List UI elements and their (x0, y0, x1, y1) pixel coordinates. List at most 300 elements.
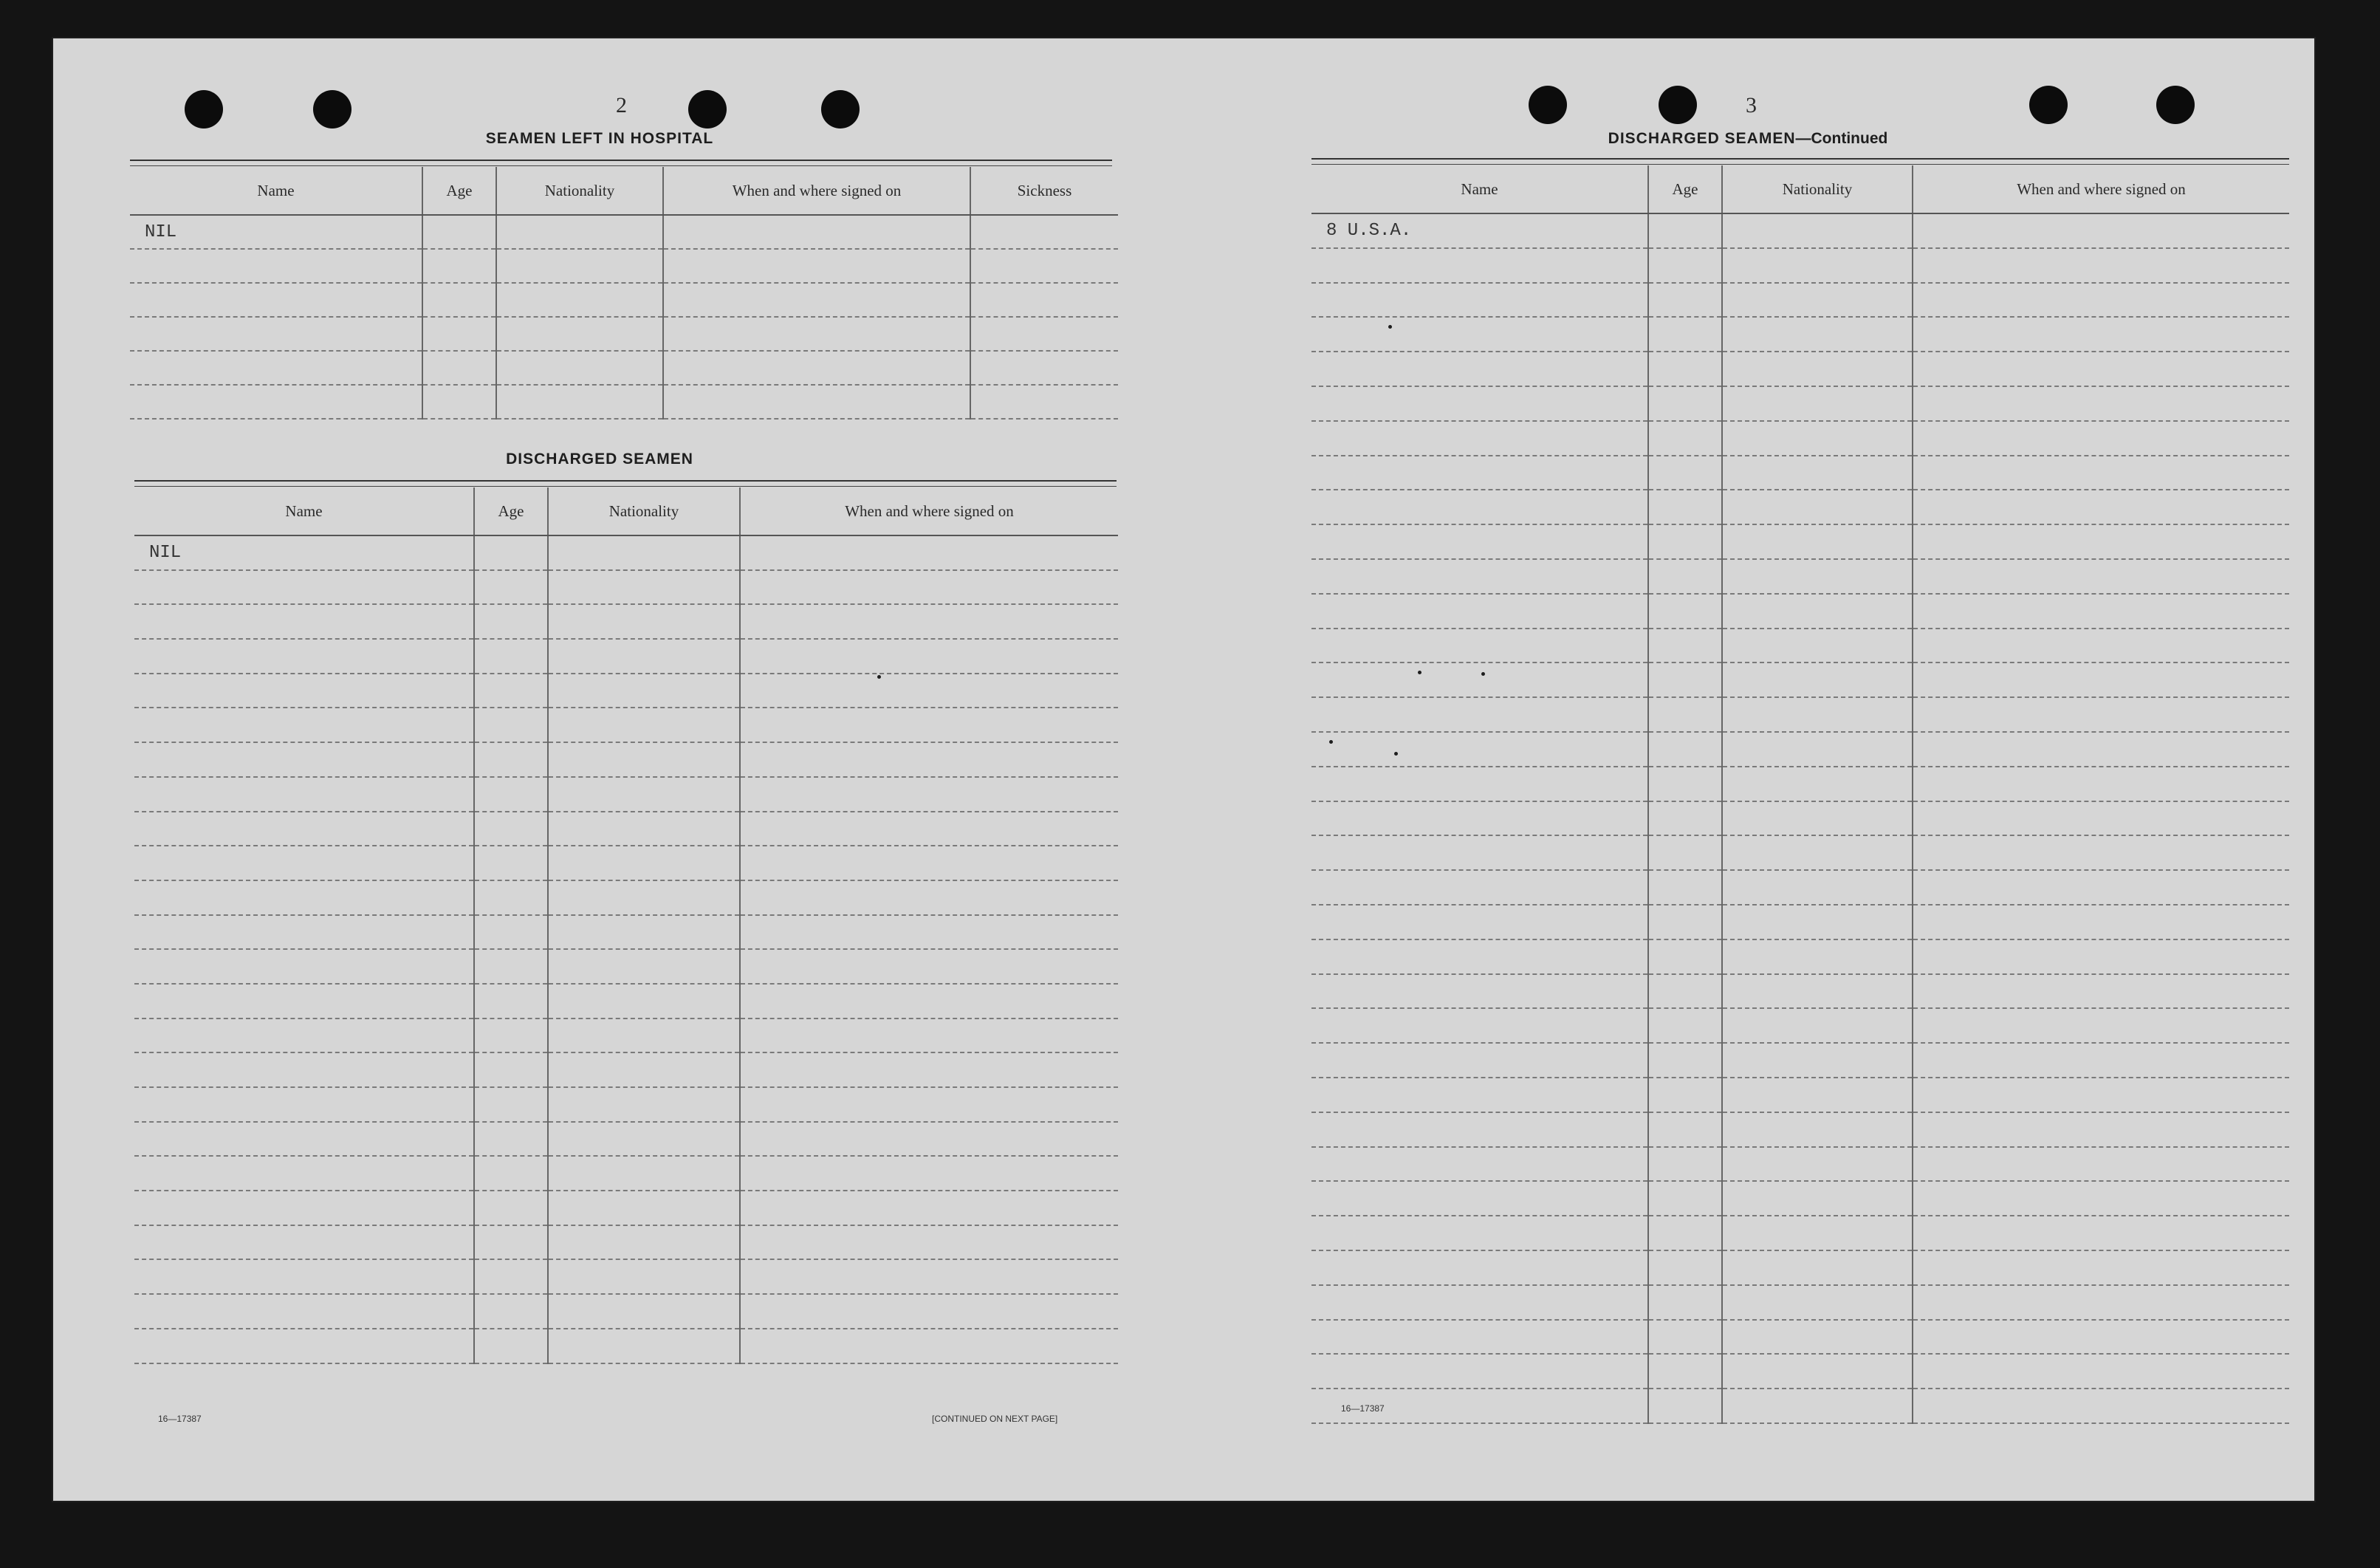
table-row (1311, 1285, 2289, 1320)
table-cell (970, 317, 1118, 351)
column-header-signed-on: When and where signed on (740, 487, 1118, 535)
table-cell (1311, 524, 1648, 559)
table-cell (740, 1156, 1118, 1191)
table-cell (1722, 732, 1913, 767)
table-cell (1648, 213, 1722, 248)
table-cell (1722, 1389, 1913, 1423)
table-cell (548, 984, 740, 1018)
column-header-name: Name (130, 167, 422, 215)
table-cell (740, 880, 1118, 915)
table-cell (1722, 697, 1913, 732)
table-cell (1648, 1008, 1722, 1043)
table-cell (548, 1191, 740, 1225)
table-cell (1913, 317, 2289, 352)
table-cell (134, 570, 474, 605)
table-cell (134, 742, 474, 777)
table-cell (1311, 421, 1648, 456)
table-cell (970, 351, 1118, 385)
table-cell (1913, 663, 2289, 697)
table-cell (474, 777, 548, 812)
table-cell (1722, 317, 1913, 352)
table-row (1311, 421, 2289, 456)
table-cell (1648, 801, 1722, 836)
table-cell (474, 1191, 548, 1225)
table-cell (1913, 490, 2289, 524)
table-cell (496, 351, 663, 385)
table-row (134, 915, 1118, 950)
table-cell (1311, 386, 1648, 421)
table-cell (1913, 283, 2289, 318)
table-cell (1913, 1008, 2289, 1043)
table-cell (663, 249, 970, 283)
table-cell (1913, 352, 2289, 386)
discharged-continued-table (1311, 165, 2289, 1424)
table-cell (1913, 1216, 2289, 1250)
table-cell (1913, 1354, 2289, 1389)
table-cell (970, 283, 1118, 317)
table-cell (1722, 248, 1913, 283)
table-row (1311, 905, 2289, 939)
table-cell (740, 1225, 1118, 1260)
table-row (134, 777, 1118, 812)
table-cell (130, 283, 422, 317)
table-cell (130, 385, 422, 419)
table-cell (740, 984, 1118, 1018)
table-row (134, 570, 1118, 605)
table-row (1311, 213, 2289, 248)
page-number: 2 (616, 93, 627, 117)
table-row (134, 1156, 1118, 1191)
table-header-row (1311, 165, 2289, 213)
table-cell (134, 1294, 474, 1329)
table-cell (663, 283, 970, 317)
table-cell (740, 1018, 1118, 1053)
column-header-name: Name (134, 487, 474, 535)
table-cell (134, 1018, 474, 1053)
table-cell (1648, 386, 1722, 421)
table-cell (474, 1225, 548, 1260)
table-row (134, 1225, 1118, 1260)
table-cell (496, 385, 663, 419)
table-cell (1648, 1112, 1722, 1147)
table-row (1311, 559, 2289, 594)
table-cell (474, 880, 548, 915)
table-cell (474, 1052, 548, 1087)
table-cell (474, 1018, 548, 1053)
table-cell (1648, 594, 1722, 629)
table-cell (1913, 1285, 2289, 1320)
table-row (1311, 524, 2289, 559)
table-cell (1311, 317, 1648, 352)
title-rule (130, 165, 1112, 166)
title-rule (134, 480, 1117, 482)
column-header-age: Age (422, 167, 496, 215)
table-cell (1311, 1078, 1648, 1112)
table-row (1311, 352, 2289, 386)
table-row (1311, 1078, 2289, 1112)
table-cell (1311, 939, 1648, 974)
table-cell (474, 535, 548, 570)
table-cell (548, 742, 740, 777)
table-cell (1311, 352, 1648, 386)
section-title-discharged-continued (1205, 130, 2291, 148)
table-cell (1722, 1008, 1913, 1043)
table-cell (740, 639, 1118, 674)
table-cell (740, 949, 1118, 984)
table-cell (1311, 905, 1648, 939)
table-cell (1311, 1320, 1648, 1355)
table-cell (1913, 697, 2289, 732)
table-cell (422, 249, 496, 283)
table-row (1311, 663, 2289, 697)
table-cell (548, 1259, 740, 1294)
table-row (1311, 767, 2289, 801)
table-cell (1913, 1320, 2289, 1355)
title-rule (1311, 164, 2289, 165)
table-cell (740, 812, 1118, 846)
table-cell (474, 1122, 548, 1157)
table-cell (1722, 1078, 1913, 1112)
table-row (1311, 594, 2289, 629)
table-cell (1648, 283, 1722, 318)
table-header-row (130, 167, 1118, 215)
table-cell (1722, 1216, 1913, 1250)
table-cell (663, 317, 970, 351)
table-cell (548, 1294, 740, 1329)
table-cell (1913, 1250, 2289, 1285)
table-row (134, 674, 1118, 708)
table-cell (740, 1122, 1118, 1157)
table-cell (1648, 939, 1722, 974)
table-cell (474, 1156, 548, 1191)
table-cell (1311, 594, 1648, 629)
table-cell (1913, 870, 2289, 905)
table-row (1311, 1216, 2289, 1250)
table-row (134, 1191, 1118, 1225)
table-cell (134, 777, 474, 812)
section-title-hospital: SEAMEN LEFT IN HOSPITAL (485, 130, 714, 147)
table-cell (1648, 456, 1722, 490)
table-cell (1311, 283, 1648, 318)
table-cell (548, 674, 740, 708)
table-cell (1913, 905, 2289, 939)
table-cell (548, 708, 740, 742)
table-cell (1722, 456, 1913, 490)
table-cell (1648, 1216, 1722, 1250)
table-cell (1722, 663, 1913, 697)
table-row (134, 535, 1118, 570)
table-header-row (134, 487, 1118, 535)
table-cell (1913, 421, 2289, 456)
table-cell (1722, 629, 1913, 663)
table-cell (474, 708, 548, 742)
table-cell (548, 846, 740, 880)
table-cell (422, 317, 496, 351)
table-row (1311, 629, 2289, 663)
table-cell (1913, 1389, 2289, 1423)
table-cell (1311, 1147, 1648, 1182)
document-sheet (53, 38, 2314, 1501)
table-cell (1722, 352, 1913, 386)
title-rule (1311, 158, 2289, 160)
table-cell (740, 1329, 1118, 1363)
table-cell (1311, 1008, 1648, 1043)
table-cell (496, 317, 663, 351)
table-cell (1913, 974, 2289, 1009)
table-cell (740, 1052, 1118, 1087)
table-row (134, 1329, 1118, 1363)
table-cell (1648, 629, 1722, 663)
table-cell (1648, 559, 1722, 594)
table-cell (970, 385, 1118, 419)
table-cell (1722, 524, 1913, 559)
table-cell (474, 1294, 548, 1329)
table-cell (1722, 1112, 1913, 1147)
table-cell (1722, 870, 1913, 905)
table-row (1311, 1043, 2289, 1078)
table-cell (1722, 386, 1913, 421)
table-cell (1913, 559, 2289, 594)
table-cell (134, 846, 474, 880)
table-cell (1311, 1112, 1648, 1147)
table-cell (474, 949, 548, 984)
table-row (134, 1087, 1118, 1122)
table-cell (1648, 1285, 1722, 1320)
column-header-sickness: Sickness (970, 167, 1118, 215)
table-cell (1311, 248, 1648, 283)
table-row (1311, 1181, 2289, 1216)
table-row (1311, 1008, 2289, 1043)
table-cell (1648, 1250, 1722, 1285)
table-cell (740, 570, 1118, 605)
table-row (134, 1294, 1118, 1329)
table-cell (1648, 697, 1722, 732)
column-header-nationality: Nationality (496, 167, 663, 215)
table-row (134, 846, 1118, 880)
table-cell (1722, 767, 1913, 801)
table-cell (548, 639, 740, 674)
table-cell (1311, 1285, 1648, 1320)
table-row (134, 949, 1118, 984)
table-cell (1913, 1112, 2289, 1147)
discharged-table-body (134, 535, 1118, 1363)
section-title-discharged: DISCHARGED SEAMEN (506, 451, 693, 468)
table-cell (1722, 490, 1913, 524)
table-cell (548, 812, 740, 846)
table-cell (130, 317, 422, 351)
table-cell (474, 674, 548, 708)
table-cell (1913, 1181, 2289, 1216)
table-row (134, 812, 1118, 846)
table-cell (1648, 663, 1722, 697)
table-cell (474, 604, 548, 639)
table-cell (134, 949, 474, 984)
table-cell (134, 674, 474, 708)
table-cell (474, 984, 548, 1018)
table-cell (740, 1259, 1118, 1294)
table-cell (1913, 213, 2289, 248)
table-cell (1648, 1043, 1722, 1078)
table-cell (1648, 352, 1722, 386)
table-cell (1913, 1043, 2289, 1078)
table-cell (134, 1191, 474, 1225)
table-cell (134, 1225, 474, 1260)
table-cell (548, 1018, 740, 1053)
table-cell (1648, 1389, 1722, 1423)
table-row (1311, 1320, 2289, 1355)
table-cell (663, 385, 970, 419)
section-title-text: DISCHARGED SEAMEN (1608, 130, 1796, 147)
table-cell (1311, 1181, 1648, 1216)
table-cell (1311, 456, 1648, 490)
table-cell (1913, 248, 2289, 283)
table-cell (496, 283, 663, 317)
table-cell (134, 639, 474, 674)
table-cell (474, 570, 548, 605)
table-row (134, 639, 1118, 674)
column-header-signed-on: When and where signed on (1913, 165, 2289, 213)
table-row (134, 1122, 1118, 1157)
table-cell (1722, 213, 1913, 248)
table-row (134, 742, 1118, 777)
table-row (1311, 835, 2289, 870)
table-cell (134, 915, 474, 950)
table-cell (1722, 939, 1913, 974)
table-cell (1913, 1078, 2289, 1112)
table-cell (1311, 835, 1648, 870)
table-cell (1722, 835, 1913, 870)
table-cell (1648, 317, 1722, 352)
table-row (1311, 248, 2289, 283)
table-cell (740, 604, 1118, 639)
table-cell (1722, 1043, 1913, 1078)
column-header-name: Name (1311, 165, 1648, 213)
table-row (1311, 697, 2289, 732)
column-header-nationality: Nationality (548, 487, 740, 535)
table-cell (1722, 1250, 1913, 1285)
table-cell (134, 1329, 474, 1363)
table-cell (496, 249, 663, 283)
continued-note: [CONTINUED ON NEXT PAGE] (932, 1414, 1058, 1424)
table-cell (1648, 1078, 1722, 1112)
table-cell (134, 812, 474, 846)
table-row (1311, 1112, 2289, 1147)
table-row (1311, 317, 2289, 352)
table-cell (1722, 594, 1913, 629)
table-cell: NIL (130, 215, 422, 249)
table-row (1311, 1389, 2289, 1423)
table-row (1311, 283, 2289, 318)
table-cell (970, 215, 1118, 249)
table-cell (548, 777, 740, 812)
table-cell (1722, 1147, 1913, 1182)
table-cell (1913, 767, 2289, 801)
table-cell (1648, 1354, 1722, 1389)
table-cell (1913, 456, 2289, 490)
table-cell (474, 846, 548, 880)
table-cell (1722, 421, 1913, 456)
table-cell (1311, 490, 1648, 524)
table-row (1311, 456, 2289, 490)
title-rule (134, 486, 1117, 487)
table-cell (1722, 905, 1913, 939)
table-cell (474, 915, 548, 950)
table-cell (548, 915, 740, 950)
table-cell (1648, 490, 1722, 524)
right-page (1205, 38, 2314, 1501)
table-row (134, 1259, 1118, 1294)
table-cell (548, 604, 740, 639)
table-cell (1311, 1250, 1648, 1285)
table-cell (1722, 1354, 1913, 1389)
table-cell: 8 U.S.A. (1311, 213, 1648, 248)
table-cell (474, 1329, 548, 1363)
table-cell (1648, 1320, 1722, 1355)
table-cell (548, 535, 740, 570)
table-cell (740, 1191, 1118, 1225)
table-cell (1648, 248, 1722, 283)
table-row (134, 604, 1118, 639)
table-cell (740, 1087, 1118, 1122)
table-cell (1648, 870, 1722, 905)
table-cell (1913, 594, 2289, 629)
table-cell (134, 1259, 474, 1294)
table-cell (740, 1294, 1118, 1329)
column-header-age: Age (1648, 165, 1722, 213)
table-cell (1311, 767, 1648, 801)
table-cell (422, 283, 496, 317)
table-cell (1311, 1354, 1648, 1389)
table-row (130, 317, 1118, 351)
table-cell (134, 1087, 474, 1122)
table-row (130, 249, 1118, 283)
table-cell (1648, 835, 1722, 870)
discharged-table (134, 487, 1118, 1364)
table-cell (422, 385, 496, 419)
table-cell (1648, 905, 1722, 939)
table-row (130, 283, 1118, 317)
table-cell (1311, 974, 1648, 1009)
table-cell (1648, 767, 1722, 801)
table-cell (474, 812, 548, 846)
table-cell (1722, 974, 1913, 1009)
table-row (134, 1052, 1118, 1087)
table-cell (1311, 663, 1648, 697)
table-cell (422, 351, 496, 385)
table-row (1311, 732, 2289, 767)
table-cell (474, 639, 548, 674)
table-cell (134, 604, 474, 639)
table-cell (740, 708, 1118, 742)
table-row (1311, 1147, 2289, 1182)
title-rule (130, 160, 1112, 161)
table-cell (134, 1156, 474, 1191)
table-cell (663, 215, 970, 249)
table-cell (1311, 1043, 1648, 1078)
table-row (1311, 490, 2289, 524)
form-number: 16—17387 (158, 1414, 202, 1424)
table-cell (1311, 732, 1648, 767)
table-row (1311, 386, 2289, 421)
table-cell (548, 1122, 740, 1157)
table-cell (1913, 939, 2289, 974)
table-cell (1722, 1181, 1913, 1216)
table-cell (474, 742, 548, 777)
table-cell: NIL (134, 535, 474, 570)
table-cell (740, 742, 1118, 777)
table-cell (548, 1225, 740, 1260)
table-cell (740, 915, 1118, 950)
